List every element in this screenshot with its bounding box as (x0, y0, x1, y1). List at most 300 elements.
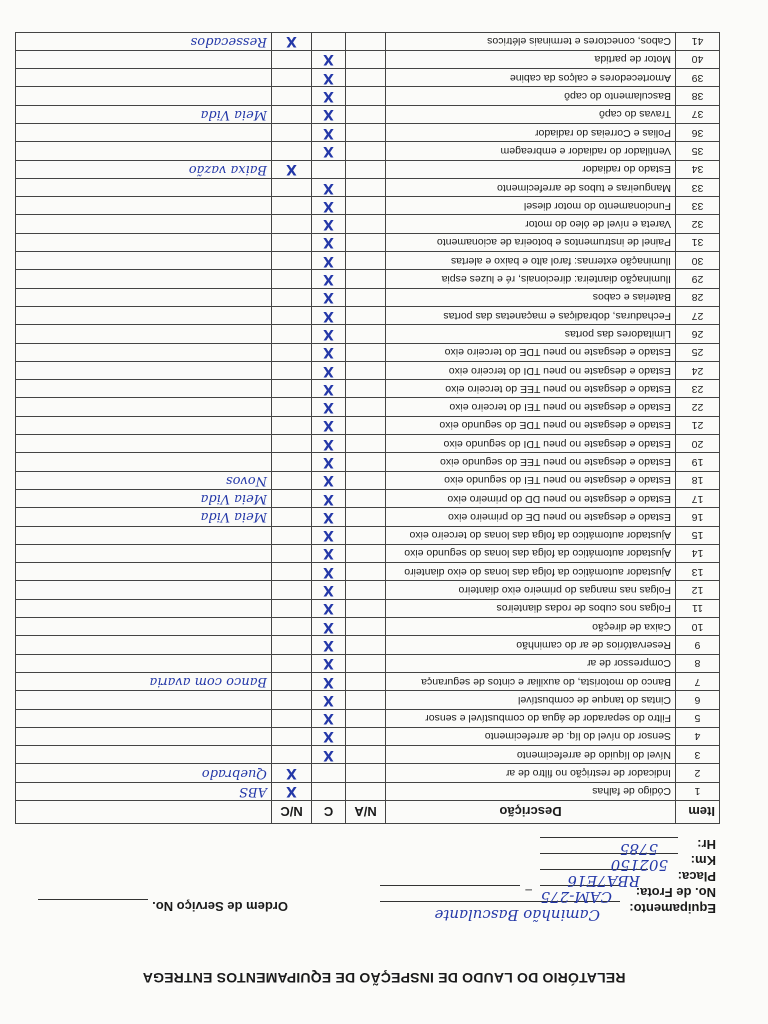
nc-mark: X (272, 160, 312, 178)
c-mark: X (312, 306, 346, 324)
c-mark: X (312, 197, 346, 215)
frota-line-2 (380, 885, 520, 886)
c-mark: X (312, 636, 346, 654)
c-mark: X (312, 69, 346, 87)
na-mark (346, 746, 386, 764)
table-header-row (16, 801, 720, 824)
c-mark (312, 32, 346, 50)
nc-mark (272, 453, 312, 471)
header-observacao (16, 801, 272, 824)
table-row (16, 197, 720, 215)
table-row (16, 618, 720, 636)
c-mark: X (312, 435, 346, 453)
c-mark: X (312, 471, 346, 489)
c-mark: X (312, 398, 346, 416)
item-number: 19 (676, 453, 720, 471)
table-row (16, 178, 720, 196)
na-mark (346, 50, 386, 68)
table-row (16, 288, 720, 306)
table-row (16, 233, 720, 251)
item-number: 33 (676, 197, 720, 215)
km-label: Km: (690, 853, 716, 868)
handwritten-note: Meia Vida (16, 489, 272, 507)
header-nc: N/C (272, 801, 312, 824)
nc-mark (272, 306, 312, 324)
table-row (16, 581, 720, 599)
nc-mark (272, 361, 312, 379)
c-mark: X (312, 416, 346, 434)
hr-value: 5785 (619, 840, 658, 858)
table-row (16, 87, 720, 105)
c-mark: X (312, 380, 346, 398)
na-mark (346, 471, 386, 489)
c-mark: X (312, 746, 346, 764)
nc-mark (272, 270, 312, 288)
handwritten-note (16, 544, 272, 562)
c-mark (312, 782, 346, 800)
na-mark (346, 618, 386, 636)
header-na: N/A (346, 801, 386, 824)
na-mark (346, 270, 386, 288)
item-number: 34 (676, 160, 720, 178)
item-number: 37 (676, 105, 720, 123)
nc-mark (272, 636, 312, 654)
c-mark: X (312, 142, 346, 160)
nc-mark (272, 124, 312, 142)
table-row (16, 160, 720, 178)
nc-mark (272, 288, 312, 306)
table-row (16, 636, 720, 654)
c-mark: X (312, 618, 346, 636)
handwritten-note (16, 288, 272, 306)
na-mark (346, 87, 386, 105)
handwritten-note (16, 69, 272, 87)
c-mark: X (312, 178, 346, 196)
nc-mark (272, 563, 312, 581)
handwritten-note: ABS (16, 782, 272, 800)
c-mark: X (312, 361, 346, 379)
c-mark: X (312, 709, 346, 727)
table-row (16, 471, 720, 489)
item-description: Ajustador automático da folga das lonas do terceiro eixo (386, 526, 676, 544)
item-description: Estado e desgaste no pneu DE do primeiro eixo (386, 508, 676, 526)
item-number: 11 (676, 599, 720, 617)
na-mark (346, 288, 386, 306)
item-description: Estado e desgaste no pneu TEI do terceiro eixo (386, 398, 676, 416)
handwritten-note (16, 270, 272, 288)
item-description: Ajustador automático da folga das lonas do eixo dianteiro (386, 563, 676, 581)
table-row (16, 252, 720, 270)
handwritten-note (16, 50, 272, 68)
nc-mark (272, 233, 312, 251)
na-mark (346, 306, 386, 324)
table-body (16, 32, 720, 800)
table-row (16, 526, 720, 544)
table-row (16, 69, 720, 87)
table-row (16, 654, 720, 672)
c-mark: X (312, 252, 346, 270)
nc-mark (272, 489, 312, 507)
item-description: Funcionamento do motor diesel (386, 197, 676, 215)
item-description: Sensor do nível do líq. de arrefecimento (386, 727, 676, 745)
na-mark (346, 124, 386, 142)
nc-mark (272, 343, 312, 361)
item-description: Indicador de restrição no filtro de ar (386, 764, 676, 782)
na-mark (346, 526, 386, 544)
handwritten-note (16, 252, 272, 270)
c-mark: X (312, 325, 346, 343)
na-mark (346, 32, 386, 50)
frota-value: CAM-275 (540, 888, 612, 906)
na-mark (346, 105, 386, 123)
equipamento-label: Equipamento: (629, 901, 716, 916)
frota-label: No. de Frota: (635, 885, 716, 900)
hr-line (540, 837, 678, 838)
na-mark (346, 215, 386, 233)
handwritten-note: Quebrado (16, 764, 272, 782)
item-number: 27 (676, 306, 720, 324)
item-description: Ajustador automático da folga das lonas do segundo eixo (386, 544, 676, 562)
item-number: 9 (676, 636, 720, 654)
handwritten-note (16, 654, 272, 672)
nc-mark (272, 672, 312, 690)
na-mark (346, 361, 386, 379)
item-number: 29 (676, 270, 720, 288)
handwritten-note (16, 124, 272, 142)
nc-mark (272, 105, 312, 123)
nc-mark (272, 178, 312, 196)
item-number: 21 (676, 416, 720, 434)
nc-mark: X (272, 764, 312, 782)
handwritten-note: Novos (16, 471, 272, 489)
c-mark: X (312, 544, 346, 562)
nc-mark (272, 142, 312, 160)
handwritten-note: Baixa vazão (16, 160, 272, 178)
item-description: Amortecedores e calços da cabine (386, 69, 676, 87)
handwritten-note (16, 727, 272, 745)
handwritten-note (16, 380, 272, 398)
handwritten-note (16, 581, 272, 599)
item-number: 3 (676, 746, 720, 764)
item-description: Cintas do tanque de combustível (386, 691, 676, 709)
item-number: 15 (676, 526, 720, 544)
item-number: 5 (676, 709, 720, 727)
header-c: C (312, 801, 346, 824)
inspection-table (15, 32, 720, 824)
table-row (16, 325, 720, 343)
nc-mark: X (272, 32, 312, 50)
nc-mark (272, 746, 312, 764)
c-mark: X (312, 288, 346, 306)
nc-mark (272, 599, 312, 617)
c-mark: X (312, 215, 346, 233)
nc-mark (272, 508, 312, 526)
handwritten-note (16, 563, 272, 581)
table-row (16, 691, 720, 709)
na-mark (346, 69, 386, 87)
nc-mark (272, 709, 312, 727)
na-mark (346, 178, 386, 196)
item-description: Painel de instrumentos e botoeira de acionamento (386, 233, 676, 251)
na-mark (346, 581, 386, 599)
item-description: Vareta e nível de óleo do motor (386, 215, 676, 233)
na-mark (346, 197, 386, 215)
item-number: 16 (676, 508, 720, 526)
header-item: Item (676, 801, 720, 824)
na-mark (346, 453, 386, 471)
item-description: Estado e desgaste no pneu TEE do segundo eixo (386, 453, 676, 471)
nc-mark (272, 435, 312, 453)
item-description: Estado e desgaste no pneu TDI do segundo eixo (386, 435, 676, 453)
table-row (16, 727, 720, 745)
nc-mark (272, 325, 312, 343)
na-mark (346, 563, 386, 581)
header-descricao: Descrição (386, 801, 676, 824)
item-description: Polias e Correias do radiador (386, 124, 676, 142)
c-mark: X (312, 105, 346, 123)
c-mark: X (312, 691, 346, 709)
nc-mark (272, 87, 312, 105)
na-mark (346, 380, 386, 398)
handwritten-note (16, 416, 272, 434)
c-mark: X (312, 50, 346, 68)
na-mark (346, 764, 386, 782)
item-description: Folgas nas mangas do primeiro eixo dianteiro (386, 581, 676, 599)
table-row (16, 124, 720, 142)
handwritten-note (16, 435, 272, 453)
nc-mark (272, 471, 312, 489)
table-row (16, 599, 720, 617)
item-description: Estado e desgaste no pneu TDI do terceiro eixo (386, 361, 676, 379)
c-mark: X (312, 124, 346, 142)
nc-mark: X (272, 782, 312, 800)
na-mark (346, 398, 386, 416)
item-number: 28 (676, 288, 720, 306)
table-row (16, 672, 720, 690)
item-number: 12 (676, 581, 720, 599)
handwritten-note (16, 361, 272, 379)
na-mark (346, 782, 386, 800)
na-mark (346, 544, 386, 562)
c-mark: X (312, 270, 346, 288)
nc-mark (272, 544, 312, 562)
report-title: RELATÓRIO DO LAUDO DE INSPEÇÃO DE EQUIPAMENTOS ENTREGA (142, 970, 626, 986)
item-number: 10 (676, 618, 720, 636)
handwritten-note (16, 306, 272, 324)
nc-mark (272, 50, 312, 68)
c-mark (312, 160, 346, 178)
handwritten-note (16, 636, 272, 654)
item-number: 40 (676, 50, 720, 68)
handwritten-note (16, 691, 272, 709)
na-mark (346, 416, 386, 434)
table-row (16, 435, 720, 453)
item-number: 13 (676, 563, 720, 581)
nc-mark (272, 197, 312, 215)
na-mark (346, 142, 386, 160)
nc-mark (272, 380, 312, 398)
c-mark: X (312, 654, 346, 672)
handwritten-note: Banco com avaria (16, 672, 272, 690)
item-description: Folgas nos cubos de rodas dianteiros (386, 599, 676, 617)
item-number: 41 (676, 32, 720, 50)
na-mark (346, 489, 386, 507)
c-mark (312, 764, 346, 782)
handwritten-note (16, 453, 272, 471)
table-row (16, 32, 720, 50)
item-description: Iluminação dianteira: direcionais, ré e luzes espia (386, 270, 676, 288)
table-row (16, 343, 720, 361)
nc-mark (272, 69, 312, 87)
table-row (16, 489, 720, 507)
nc-mark (272, 526, 312, 544)
na-mark (346, 435, 386, 453)
table-row (16, 764, 720, 782)
c-mark: X (312, 672, 346, 690)
handwritten-note (16, 709, 272, 727)
table-row (16, 306, 720, 324)
handwritten-note (16, 398, 272, 416)
item-number: 31 (676, 233, 720, 251)
item-description: Estado do radiador (386, 160, 676, 178)
item-description: Travas do capô (386, 105, 676, 123)
table-row (16, 709, 720, 727)
item-description: Basculamento do capô (386, 87, 676, 105)
item-description: Estado e desgaste no pneu DD do primeiro eixo (386, 489, 676, 507)
handwritten-note (16, 526, 272, 544)
item-number: 22 (676, 398, 720, 416)
item-number: 24 (676, 361, 720, 379)
km-value: 502150 (610, 856, 668, 874)
item-description: Ventilador do radiador e embreagem (386, 142, 676, 160)
ordem-servico-label: Ordem de Serviço No. (152, 899, 288, 914)
table-row (16, 416, 720, 434)
item-number: 7 (676, 672, 720, 690)
table-row (16, 270, 720, 288)
item-description: Iluminação externas: farol alto e baixo e alertas (386, 252, 676, 270)
table-row (16, 215, 720, 233)
handwritten-note (16, 618, 272, 636)
item-description: Limitadores das portas (386, 325, 676, 343)
item-number: 8 (676, 654, 720, 672)
c-mark: X (312, 599, 346, 617)
table-row (16, 563, 720, 581)
c-mark: X (312, 233, 346, 251)
na-mark (346, 636, 386, 654)
item-number: 30 (676, 252, 720, 270)
c-mark: X (312, 526, 346, 544)
nc-mark (272, 398, 312, 416)
item-description: Baterias e cabos (386, 288, 676, 306)
item-number: 33 (676, 178, 720, 196)
item-number: 23 (676, 380, 720, 398)
na-mark (346, 160, 386, 178)
c-mark: X (312, 453, 346, 471)
item-number: 1 (676, 782, 720, 800)
table-row (16, 544, 720, 562)
item-number: 20 (676, 435, 720, 453)
table-row (16, 746, 720, 764)
handwritten-note: Meia Vida (16, 105, 272, 123)
table-row (16, 453, 720, 471)
c-mark: X (312, 581, 346, 599)
handwritten-note (16, 197, 272, 215)
item-description: Estado e desgaste no pneu TDE do terceiro eixo (386, 343, 676, 361)
item-number: 32 (676, 215, 720, 233)
item-number: 36 (676, 124, 720, 142)
c-mark: X (312, 489, 346, 507)
item-description: Fechaduras, dobradiças e maçanetas das portas (386, 306, 676, 324)
na-mark (346, 233, 386, 251)
item-number: 18 (676, 471, 720, 489)
frota-dash: – (525, 884, 532, 898)
item-number: 26 (676, 325, 720, 343)
table-row (16, 361, 720, 379)
na-mark (346, 691, 386, 709)
table-row (16, 105, 720, 123)
nc-mark (272, 618, 312, 636)
handwritten-note (16, 746, 272, 764)
na-mark (346, 508, 386, 526)
placa-label: Placa: (677, 869, 716, 884)
na-mark (346, 343, 386, 361)
na-mark (346, 599, 386, 617)
c-mark: X (312, 87, 346, 105)
item-number: 17 (676, 489, 720, 507)
na-mark (346, 325, 386, 343)
item-description: Mangueiras e tubos de arrefecimento (386, 178, 676, 196)
item-description: Cabos, conectores e terminais elétricos (386, 32, 676, 50)
na-mark (346, 709, 386, 727)
item-description: Código de falhas (386, 782, 676, 800)
table-row (16, 398, 720, 416)
hr-label: Hr: (697, 837, 716, 852)
handwritten-note (16, 599, 272, 617)
item-description: Filtro do separador de água do combustível e sensor (386, 709, 676, 727)
na-mark (346, 727, 386, 745)
item-description: Motor de partida (386, 50, 676, 68)
item-number: 4 (676, 727, 720, 745)
item-number: 2 (676, 764, 720, 782)
item-number: 14 (676, 544, 720, 562)
c-mark: X (312, 343, 346, 361)
handwritten-note: Meia Vida (16, 508, 272, 526)
item-description: Reservatórios de ar do caminhão (386, 636, 676, 654)
item-description: Estado e desgaste no pneu TDE do segundo eixo (386, 416, 676, 434)
na-mark (346, 672, 386, 690)
table-row (16, 50, 720, 68)
handwritten-note (16, 215, 272, 233)
item-description: Estado e desgaste no pneu TEI do segundo eixo (386, 471, 676, 489)
handwritten-note (16, 87, 272, 105)
ordem-servico-line (38, 899, 148, 900)
item-description: Banco do motorista, do auxiliar e cintos de segurança (386, 672, 676, 690)
c-mark: X (312, 563, 346, 581)
handwritten-note (16, 325, 272, 343)
na-mark (346, 252, 386, 270)
c-mark: X (312, 508, 346, 526)
nc-mark (272, 252, 312, 270)
item-description: Caixa de direção (386, 618, 676, 636)
equipamento-value: Caminhão Basculante (434, 906, 600, 924)
item-number: 38 (676, 87, 720, 105)
table-row (16, 782, 720, 800)
item-number: 25 (676, 343, 720, 361)
nc-mark (272, 416, 312, 434)
item-description: Compressor de ar (386, 654, 676, 672)
nc-mark (272, 215, 312, 233)
handwritten-note (16, 178, 272, 196)
